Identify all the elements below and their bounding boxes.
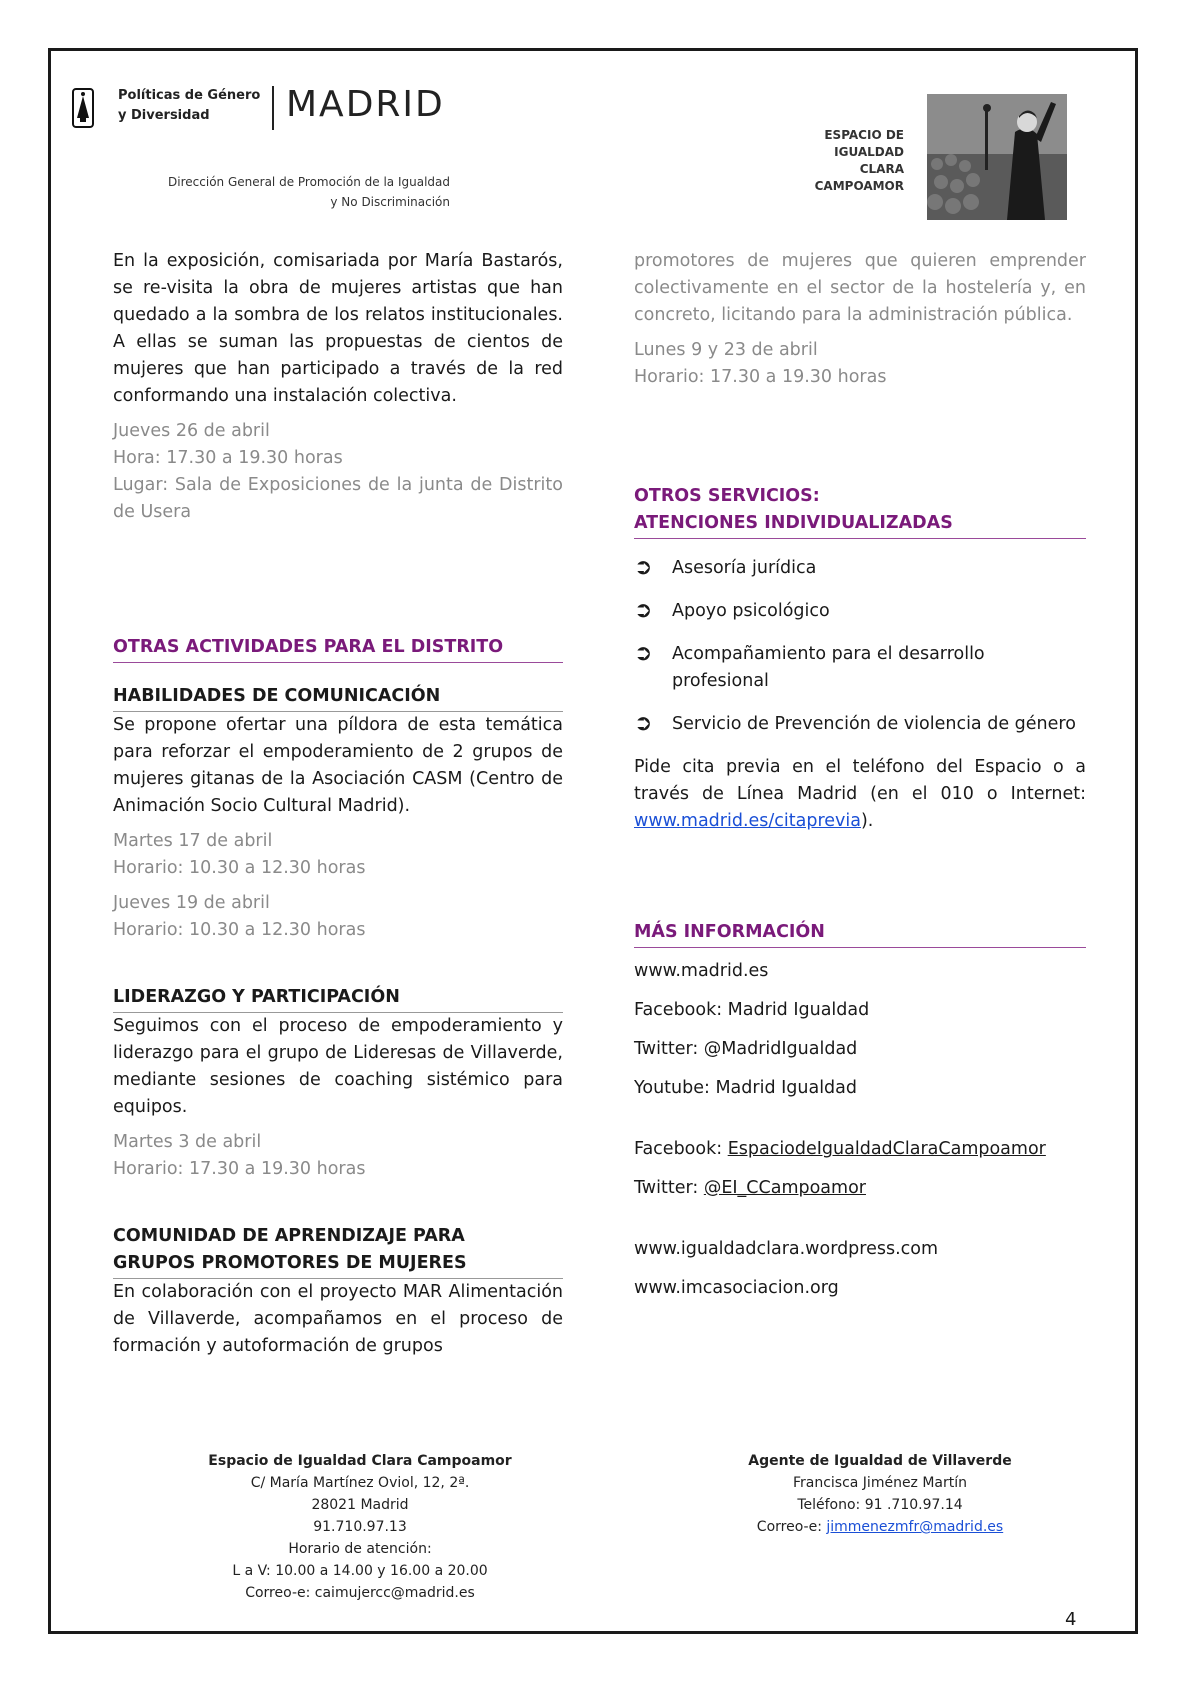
exhibition-place: Lugar: Sala de Exposiciones de la junta de Distrito de Usera <box>113 475 563 522</box>
footer-line: C/ María Martínez Oviol, 12, 2ª. <box>250 1475 470 1491</box>
liderazgo-time: Horario: 17.30 a 19.30 horas <box>113 1159 366 1179</box>
service-label: Acompañamiento para el desarrollo profesional <box>672 644 985 691</box>
info-wordpress: www.igualdadclara.wordpress.com <box>634 1239 939 1259</box>
liderazgo-title: LIDERAZGO Y PARTICIPACIÓN <box>113 984 563 1013</box>
espacio-logo-text <box>800 127 904 195</box>
otros-title-line-1: OTROS SERVICIOS: <box>634 486 820 506</box>
footer-espacio <box>170 1450 550 1604</box>
dg-line-2: y No Discriminación <box>330 195 450 209</box>
info-web: www.madrid.es <box>634 961 769 981</box>
twitter-espacio-link[interactable]: @EI_CCampoamor <box>703 1178 866 1198</box>
arrow-right-icon: ➲ <box>634 598 653 623</box>
arrow-right-icon: ➲ <box>634 711 653 736</box>
arrow-right-icon: ➲ <box>634 555 653 580</box>
habilidades-title: HABILIDADES DE COMUNICACIÓN <box>113 683 563 712</box>
org-name <box>118 86 260 126</box>
cita-end: ). <box>860 811 874 831</box>
section-title-otros-servicios <box>634 483 1086 539</box>
footer-mail-line <box>690 1516 1070 1538</box>
comunidad-date: Lunes 9 y 23 de abril <box>634 340 818 360</box>
footer-line: Correo-e: caimujercc@madrid.es <box>245 1585 475 1601</box>
comunidad-continued-text: promotores de mujeres que quieren emprender colectivamente en el sector de la hostelería y, en concreto, licitando para la administración pública. <box>634 251 1086 325</box>
comunidad-title <box>113 1223 563 1279</box>
service-label: Apoyo psicológico <box>672 601 830 621</box>
footer-agente <box>690 1450 1070 1538</box>
habilidades-date-2: Jueves 19 de abril <box>113 893 270 913</box>
header-separator <box>272 86 274 130</box>
footer-line: Teléfono: 91 .710.97.14 <box>797 1497 963 1513</box>
directorate-name <box>155 172 450 212</box>
comunidad-time: Horario: 17.30 a 19.30 horas <box>634 367 887 387</box>
cita-previa-link[interactable]: www.madrid.es/citaprevia <box>634 811 861 831</box>
cita-text: Pide cita previa en el teléfono del Espacio o a través de Línea Madrid (en el 010 o Internet: <box>634 757 1086 804</box>
info-imca: www.imcasociacion.org <box>634 1278 839 1298</box>
info-facebook-espacio <box>634 1136 1086 1163</box>
comunidad-title-line-1: COMUNIDAD DE APRENDIZAJE PARA <box>113 1226 465 1246</box>
fb2-label: Facebook: <box>634 1139 728 1159</box>
footer-mail-label: Correo-e: <box>756 1519 827 1535</box>
footer-espacio-title: Espacio de Igualdad Clara Campoamor <box>208 1453 512 1469</box>
agente-email-link[interactable]: jimmenezmfr@madrid.es <box>826 1519 1004 1535</box>
dg-line-1: Dirección General de Promoción de la Igualdad <box>168 175 450 189</box>
exhibition-text: En la exposición, comisariada por María Bastarós, se re-visita la obra de mujeres artistas que han quedado a la sombra de los relatos institucionales. A ellas se suman las propuestas de cientos de mujeres que han participado a través de la red conformando una instalación colectiva. <box>113 251 563 406</box>
footer-line: 28021 Madrid <box>311 1497 409 1513</box>
cita-previa-text <box>634 754 1086 835</box>
espacio-line: CLARA <box>859 162 904 176</box>
exhibition-hour: Hora: 17.30 a 19.30 horas <box>113 448 343 468</box>
left-column <box>113 248 563 1360</box>
info-facebook: Facebook: Madrid Igualdad <box>634 1000 870 1020</box>
clara-campoamor-photo <box>927 94 1067 220</box>
liderazgo-date: Martes 3 de abril <box>113 1132 262 1152</box>
footer-agente-title: Agente de Igualdad de Villaverde <box>748 1453 1012 1469</box>
habilidades-text: Se propone ofertar una píldora de esta temática para reforzar el empoderamiento de 2 grupos de mujeres gitanas de la Asociación CASM (Centro de Animación Socio Cultural Madrid). <box>113 715 563 816</box>
info-twitter: Twitter: @MadridIgualdad <box>634 1039 858 1059</box>
habilidades-time-2: Horario: 10.30 a 12.30 horas <box>113 920 366 940</box>
habilidades-time-1: Horario: 10.30 a 12.30 horas <box>113 858 366 878</box>
info-youtube: Youtube: Madrid Igualdad <box>634 1078 857 1098</box>
section-title-mas-informacion: MÁS INFORMACIÓN <box>634 919 1086 948</box>
tw2-label: Twitter: <box>634 1178 704 1198</box>
service-item <box>634 598 1086 625</box>
org-line-2: y Diversidad <box>118 108 210 123</box>
service-item <box>634 555 1086 582</box>
madrid-crest-icon <box>72 88 94 128</box>
service-item <box>634 641 1086 695</box>
habilidades-date-1: Martes 17 de abril <box>113 831 273 851</box>
espacio-line: IGUALDAD <box>834 145 904 159</box>
otros-title-line-2: ATENCIONES INDIVIDUALIZADAS <box>634 513 953 533</box>
footer-line: Francisca Jiménez Martín <box>792 1475 968 1491</box>
service-label: Asesoría jurídica <box>672 558 817 578</box>
page-number: 4 <box>1065 1609 1077 1630</box>
arrow-right-icon: ➲ <box>634 641 653 666</box>
espacio-line: ESPACIO DE <box>824 128 904 142</box>
liderazgo-text: Seguimos con el proceso de empoderamiento y liderazgo para el grupo de Lideresas de Villaverde, mediante sesiones de coaching sistémico para equipos. <box>113 1016 563 1117</box>
exhibition-date: Jueves 26 de abril <box>113 421 270 441</box>
service-item <box>634 711 1086 738</box>
footer-line: 91.710.97.13 <box>313 1519 407 1535</box>
comunidad-title-line-2: GRUPOS PROMOTORES DE MUJERES <box>113 1250 563 1279</box>
footer-line: L a V: 10.00 a 14.00 y 16.00 a 20.00 <box>232 1563 488 1579</box>
comunidad-text: En colaboración con el proyecto MAR Alimentación de Villaverde, acompañamos en el proceso de formación y autoformación de grupos <box>113 1282 563 1356</box>
info-twitter-espacio <box>634 1175 1086 1202</box>
right-column <box>634 248 1086 1314</box>
footer-line: Horario de atención: <box>288 1541 432 1557</box>
madrid-wordmark: MADRID <box>286 84 445 125</box>
service-label: Servicio de Prevención de violencia de género <box>672 714 1076 734</box>
org-line-1: Políticas de Género <box>118 88 261 103</box>
facebook-espacio-link[interactable]: EspaciodeIgualdadClaraCampoamor <box>727 1139 1046 1159</box>
espacio-line: CAMPOAMOR <box>814 179 904 193</box>
section-title-otras-actividades: OTRAS ACTIVIDADES PARA EL DISTRITO <box>113 634 563 663</box>
